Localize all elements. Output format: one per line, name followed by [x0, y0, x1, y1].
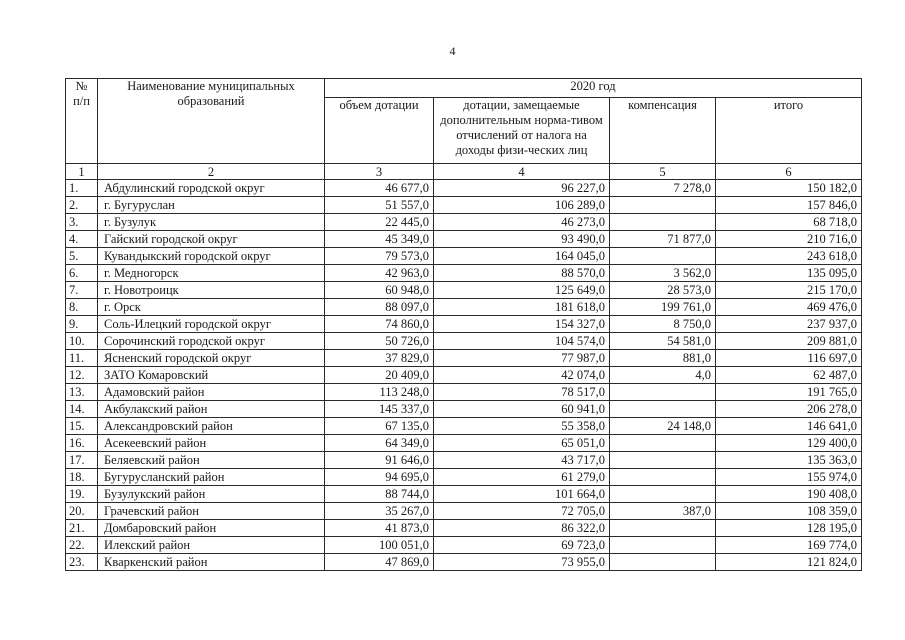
compensation-value [610, 248, 716, 265]
total-value: 116 697,0 [716, 350, 862, 367]
total-value: 108 359,0 [716, 503, 862, 520]
total-value: 469 476,0 [716, 299, 862, 316]
municipality-name: Кувандыкский городской округ [98, 248, 325, 265]
dotation-value: 22 445,0 [325, 214, 434, 231]
compensation-value: 8 750,0 [610, 316, 716, 333]
municipality-name: г. Медногорск [98, 265, 325, 282]
replaced-dotation-value: 93 490,0 [434, 231, 610, 248]
dotation-value: 64 349,0 [325, 435, 434, 452]
total-value: 129 400,0 [716, 435, 862, 452]
table-row [66, 248, 862, 265]
header-dotation: объем дотации [325, 97, 434, 163]
total-value: 157 846,0 [716, 197, 862, 214]
compensation-value [610, 214, 716, 231]
compensation-value: 7 278,0 [610, 180, 716, 197]
dotation-value: 145 337,0 [325, 401, 434, 418]
row-number: 16. [66, 435, 98, 452]
row-number: 11. [66, 350, 98, 367]
table-row [66, 265, 862, 282]
table-row [66, 384, 862, 401]
row-number: 19. [66, 486, 98, 503]
dotation-value: 79 573,0 [325, 248, 434, 265]
compensation-value: 54 581,0 [610, 333, 716, 350]
row-number: 5. [66, 248, 98, 265]
dotation-value: 60 948,0 [325, 282, 434, 299]
header-total: итого [716, 97, 862, 163]
total-value: 190 408,0 [716, 486, 862, 503]
column-index: 3 [325, 164, 434, 180]
total-value: 215 170,0 [716, 282, 862, 299]
dotation-value: 50 726,0 [325, 333, 434, 350]
total-value: 128 195,0 [716, 520, 862, 537]
total-value: 237 937,0 [716, 316, 862, 333]
municipality-name: Бузулукский район [98, 486, 325, 503]
total-value: 210 716,0 [716, 231, 862, 248]
header-compensation: компенсация [610, 97, 716, 163]
column-index: 4 [434, 164, 610, 180]
table-row [66, 282, 862, 299]
header-replaced-dotation: дотации, замещаемые дополнительным норма-тивом отчислений от налога на доходы физи-ческих лиц [434, 97, 610, 163]
dotation-value: 42 963,0 [325, 265, 434, 282]
header-name: Наименование муниципальных образований [98, 79, 325, 164]
compensation-value [610, 537, 716, 554]
municipality-name: Бугурусланский район [98, 469, 325, 486]
row-number: 9. [66, 316, 98, 333]
table-row [66, 452, 862, 469]
replaced-dotation-value: 43 717,0 [434, 452, 610, 469]
row-number: 21. [66, 520, 98, 537]
municipality-name: г. Бугуруслан [98, 197, 325, 214]
replaced-dotation-value: 73 955,0 [434, 554, 610, 571]
municipality-name: Александровский район [98, 418, 325, 435]
replaced-dotation-value: 42 074,0 [434, 367, 610, 384]
dotation-value: 88 097,0 [325, 299, 434, 316]
compensation-value [610, 384, 716, 401]
table-row [66, 299, 862, 316]
compensation-value [610, 520, 716, 537]
replaced-dotation-value: 181 618,0 [434, 299, 610, 316]
column-index: 6 [716, 164, 862, 180]
dotation-value: 47 869,0 [325, 554, 434, 571]
total-value: 150 182,0 [716, 180, 862, 197]
municipality-name: Адамовский район [98, 384, 325, 401]
compensation-value [610, 401, 716, 418]
compensation-value: 387,0 [610, 503, 716, 520]
table-row [66, 520, 862, 537]
municipality-name: Акбулакский район [98, 401, 325, 418]
row-number: 3. [66, 214, 98, 231]
compensation-value: 881,0 [610, 350, 716, 367]
header-number: № п/п [66, 79, 98, 164]
table-row [66, 435, 862, 452]
table-row [66, 503, 862, 520]
total-value: 68 718,0 [716, 214, 862, 231]
dotation-value: 45 349,0 [325, 231, 434, 248]
dotation-value: 113 248,0 [325, 384, 434, 401]
dotation-value: 37 829,0 [325, 350, 434, 367]
row-number: 23. [66, 554, 98, 571]
row-number: 2. [66, 197, 98, 214]
table-row [66, 486, 862, 503]
replaced-dotation-value: 77 987,0 [434, 350, 610, 367]
table-row [66, 214, 862, 231]
compensation-value [610, 469, 716, 486]
row-number: 22. [66, 537, 98, 554]
replaced-dotation-value: 164 045,0 [434, 248, 610, 265]
column-index-row [66, 164, 862, 180]
replaced-dotation-value: 104 574,0 [434, 333, 610, 350]
compensation-value: 28 573,0 [610, 282, 716, 299]
replaced-dotation-value: 60 941,0 [434, 401, 610, 418]
table-row [66, 554, 862, 571]
table-row [66, 401, 862, 418]
replaced-dotation-value: 55 358,0 [434, 418, 610, 435]
municipality-name: Ясненский городской округ [98, 350, 325, 367]
header-year: 2020 год [325, 79, 862, 98]
dotation-value: 74 860,0 [325, 316, 434, 333]
table-row [66, 231, 862, 248]
compensation-value [610, 435, 716, 452]
row-number: 13. [66, 384, 98, 401]
replaced-dotation-value: 154 327,0 [434, 316, 610, 333]
row-number: 18. [66, 469, 98, 486]
table-row [66, 197, 862, 214]
compensation-value: 4,0 [610, 367, 716, 384]
total-value: 62 487,0 [716, 367, 862, 384]
dotation-value: 20 409,0 [325, 367, 434, 384]
compensation-value [610, 452, 716, 469]
municipality-name: Абдулинский городской округ [98, 180, 325, 197]
replaced-dotation-value: 72 705,0 [434, 503, 610, 520]
municipality-name: г. Орск [98, 299, 325, 316]
replaced-dotation-value: 101 664,0 [434, 486, 610, 503]
replaced-dotation-value: 78 517,0 [434, 384, 610, 401]
compensation-value [610, 554, 716, 571]
replaced-dotation-value: 65 051,0 [434, 435, 610, 452]
dotation-table [65, 78, 862, 571]
replaced-dotation-value: 88 570,0 [434, 265, 610, 282]
table-row [66, 469, 862, 486]
dotation-value: 91 646,0 [325, 452, 434, 469]
compensation-value: 24 148,0 [610, 418, 716, 435]
municipality-name: Домбаровский район [98, 520, 325, 537]
total-value: 191 765,0 [716, 384, 862, 401]
municipality-name: г. Бузулук [98, 214, 325, 231]
row-number: 1. [66, 180, 98, 197]
municipality-name: Соль-Илецкий городской округ [98, 316, 325, 333]
municipality-name: ЗАТО Комаровский [98, 367, 325, 384]
row-number: 8. [66, 299, 98, 316]
dotation-value: 100 051,0 [325, 537, 434, 554]
table-row [66, 350, 862, 367]
dotation-value: 94 695,0 [325, 469, 434, 486]
municipality-name: Сорочинский городской округ [98, 333, 325, 350]
row-number: 6. [66, 265, 98, 282]
table-row [66, 537, 862, 554]
total-value: 135 095,0 [716, 265, 862, 282]
total-value: 146 641,0 [716, 418, 862, 435]
compensation-value: 199 761,0 [610, 299, 716, 316]
replaced-dotation-value: 125 649,0 [434, 282, 610, 299]
table-row [66, 333, 862, 350]
dotation-value: 88 744,0 [325, 486, 434, 503]
municipality-name: Беляевский район [98, 452, 325, 469]
row-number: 14. [66, 401, 98, 418]
compensation-value [610, 197, 716, 214]
municipality-name: Гайский городской округ [98, 231, 325, 248]
dotation-value: 67 135,0 [325, 418, 434, 435]
row-number: 7. [66, 282, 98, 299]
total-value: 206 278,0 [716, 401, 862, 418]
column-index: 2 [98, 164, 325, 180]
replaced-dotation-value: 96 227,0 [434, 180, 610, 197]
compensation-value [610, 486, 716, 503]
replaced-dotation-value: 106 289,0 [434, 197, 610, 214]
dotation-value: 51 557,0 [325, 197, 434, 214]
replaced-dotation-value: 46 273,0 [434, 214, 610, 231]
dotation-value: 46 677,0 [325, 180, 434, 197]
row-number: 12. [66, 367, 98, 384]
table-row [66, 316, 862, 333]
total-value: 121 824,0 [716, 554, 862, 571]
table-row [66, 367, 862, 384]
replaced-dotation-value: 69 723,0 [434, 537, 610, 554]
replaced-dotation-value: 61 279,0 [434, 469, 610, 486]
column-index: 5 [610, 164, 716, 180]
table-body [66, 180, 862, 571]
compensation-value: 71 877,0 [610, 231, 716, 248]
replaced-dotation-value: 86 322,0 [434, 520, 610, 537]
municipality-name: Илекский район [98, 537, 325, 554]
municipality-name: Кваркенский район [98, 554, 325, 571]
row-number: 10. [66, 333, 98, 350]
total-value: 135 363,0 [716, 452, 862, 469]
page-number: 4 [449, 44, 456, 58]
table-row [66, 180, 862, 197]
total-value: 155 974,0 [716, 469, 862, 486]
municipality-name: Грачевский район [98, 503, 325, 520]
dotation-value: 41 873,0 [325, 520, 434, 537]
row-number: 4. [66, 231, 98, 248]
dotation-value: 35 267,0 [325, 503, 434, 520]
total-value: 243 618,0 [716, 248, 862, 265]
total-value: 169 774,0 [716, 537, 862, 554]
table-row [66, 418, 862, 435]
row-number: 15. [66, 418, 98, 435]
compensation-value: 3 562,0 [610, 265, 716, 282]
row-number: 17. [66, 452, 98, 469]
total-value: 209 881,0 [716, 333, 862, 350]
row-number: 20. [66, 503, 98, 520]
municipality-name: Асекеевский район [98, 435, 325, 452]
column-index: 1 [66, 164, 98, 180]
municipality-name: г. Новотроицк [98, 282, 325, 299]
